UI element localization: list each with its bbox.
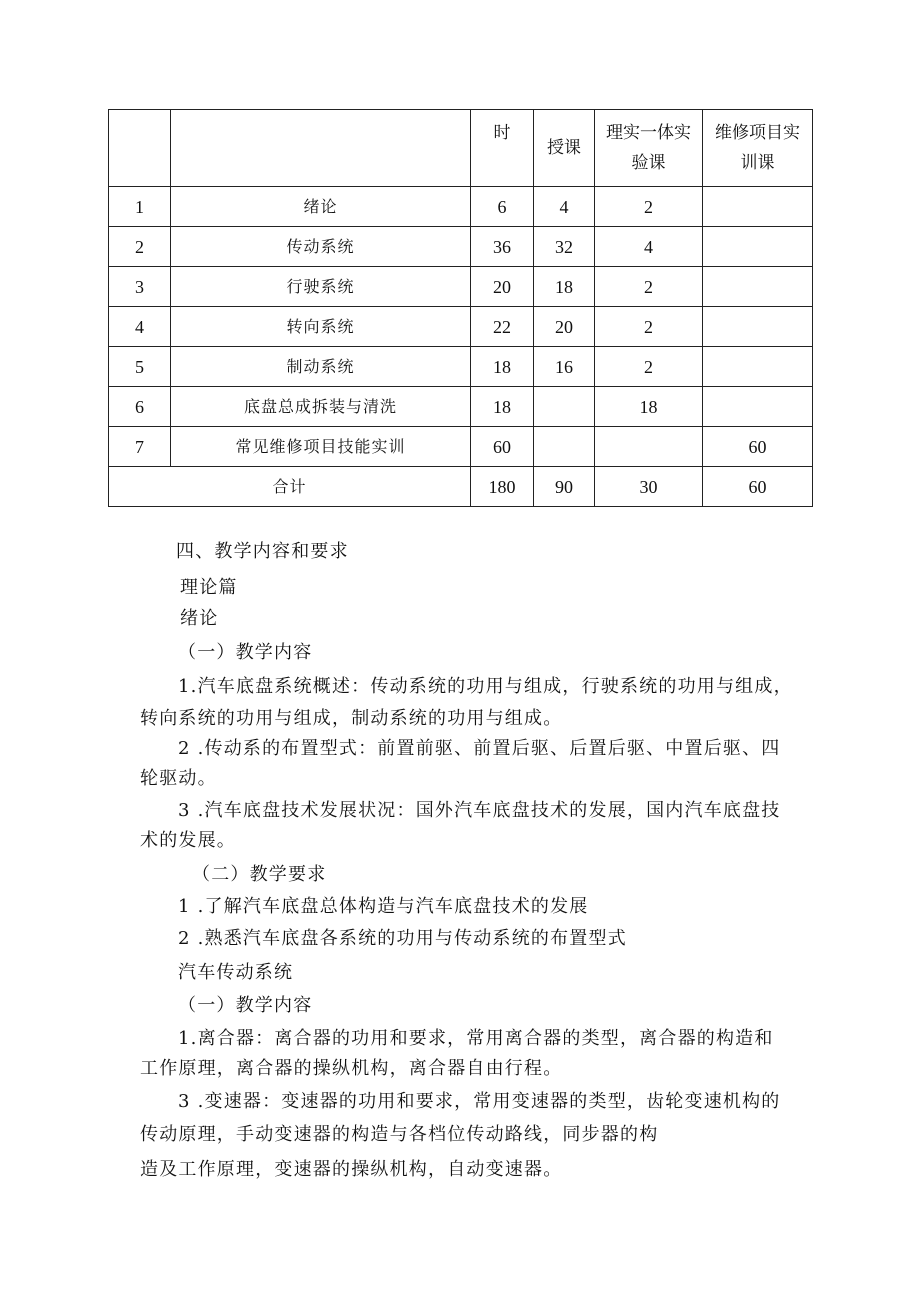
- row-total: 20: [471, 267, 534, 307]
- row-name: 常见维修项目技能实训: [171, 427, 471, 467]
- row-no: 7: [109, 427, 171, 467]
- paragraph-line: 1.汽车底盘系统概述：传动系统的功用与组成，行驶系统的功用与组成，: [178, 676, 793, 697]
- row-lecture: 16: [534, 347, 595, 387]
- subsection-heading: （一）教学内容: [178, 995, 313, 1016]
- subsection-heading: （一）教学内容: [178, 642, 313, 663]
- row-no: 4: [109, 307, 171, 347]
- row-name: 底盘总成拆装与清洗: [171, 387, 471, 427]
- table-row: [109, 387, 813, 427]
- table-header-row: [109, 110, 813, 187]
- table-row: [109, 227, 813, 267]
- header-no: [109, 110, 171, 187]
- paragraph-line: 术的发展。: [140, 830, 236, 851]
- row-train: 60: [703, 427, 813, 467]
- table-total-row: [109, 467, 813, 507]
- table-row: [109, 347, 813, 387]
- part-title: 理论篇: [180, 577, 238, 598]
- row-name: 行驶系统: [171, 267, 471, 307]
- row-name: 传动系统: [171, 227, 471, 267]
- row-lecture: 32: [534, 227, 595, 267]
- total-train: 60: [703, 467, 813, 507]
- total-hours: 180: [471, 467, 534, 507]
- total-lecture: 90: [534, 467, 595, 507]
- chapter-title: 汽车传动系统: [178, 962, 294, 983]
- row-total: 36: [471, 227, 534, 267]
- row-no: 2: [109, 227, 171, 267]
- row-total: 60: [471, 427, 534, 467]
- row-name: 制动系统: [171, 347, 471, 387]
- row-lab: 4: [595, 227, 703, 267]
- row-no: 6: [109, 387, 171, 427]
- table-row: [109, 187, 813, 227]
- row-no: 1: [109, 187, 171, 227]
- header-name: [171, 110, 471, 187]
- row-total: 22: [471, 307, 534, 347]
- row-lab: [595, 427, 703, 467]
- row-train: [703, 187, 813, 227]
- row-train: [703, 387, 813, 427]
- row-lab: 18: [595, 387, 703, 427]
- row-train: [703, 347, 813, 387]
- row-train: [703, 307, 813, 347]
- row-total: 18: [471, 347, 534, 387]
- paragraph-line: 工作原理，离合器的操纵机构，离合器自由行程。: [140, 1058, 563, 1079]
- row-no: 3: [109, 267, 171, 307]
- header-lecture: 授课: [534, 110, 595, 187]
- row-total: 6: [471, 187, 534, 227]
- row-lecture: 20: [534, 307, 595, 347]
- row-no: 5: [109, 347, 171, 387]
- table-row: [109, 307, 813, 347]
- chapter-title: 绪论: [180, 608, 219, 629]
- row-train: [703, 267, 813, 307]
- row-lecture: [534, 427, 595, 467]
- hours-table: [108, 109, 813, 507]
- header-training: 维修项目实 训课: [703, 110, 813, 187]
- table-row: [109, 267, 813, 307]
- row-lab: 2: [595, 347, 703, 387]
- paragraph-line: 2 .传动系的布置型式：前置前驱、前置后驱、后置后驱、中置后驱、四: [178, 738, 781, 759]
- row-lab: 2: [595, 187, 703, 227]
- requirement-item: 1 .了解汽车底盘总体构造与汽车底盘技术的发展: [178, 896, 589, 917]
- header-lab: 理实一体实 验课: [595, 110, 703, 187]
- total-lab: 30: [595, 467, 703, 507]
- requirement-item: 2 .熟悉汽车底盘各系统的功用与传动系统的布置型式: [178, 928, 627, 949]
- row-lab: 2: [595, 267, 703, 307]
- paragraph-line: 3 .汽车底盘技术发展状况：国外汽车底盘技术的发展，国内汽车底盘技: [178, 800, 781, 821]
- row-train: [703, 227, 813, 267]
- row-name: 转向系统: [171, 307, 471, 347]
- paragraph-line: 造及工作原理，变速器的操纵机构，自动变速器。: [140, 1159, 563, 1180]
- row-lecture: [534, 387, 595, 427]
- row-name: 绪论: [171, 187, 471, 227]
- paragraph-line: 轮驱动。: [140, 768, 217, 789]
- row-lecture: 4: [534, 187, 595, 227]
- row-total: 18: [471, 387, 534, 427]
- paragraph-line: 传动原理，手动变速器的构造与各档位传动路线，同步器的构: [140, 1124, 659, 1145]
- row-lecture: 18: [534, 267, 595, 307]
- paragraph-line: 转向系统的功用与组成，制动系统的功用与组成。: [140, 708, 563, 729]
- header-hours: 时: [471, 110, 534, 187]
- paragraph-line: 1.离合器：离合器的功用和要求，常用离合器的类型，离合器的构造和: [178, 1028, 774, 1049]
- section-title: 四、教学内容和要求: [176, 541, 349, 562]
- subsection-heading: （二）教学要求: [192, 864, 327, 885]
- total-label: 合计: [109, 467, 471, 507]
- paragraph-line: 3 .变速器：变速器的功用和要求，常用变速器的类型，齿轮变速机构的: [178, 1091, 781, 1112]
- row-lab: 2: [595, 307, 703, 347]
- table-row: [109, 427, 813, 467]
